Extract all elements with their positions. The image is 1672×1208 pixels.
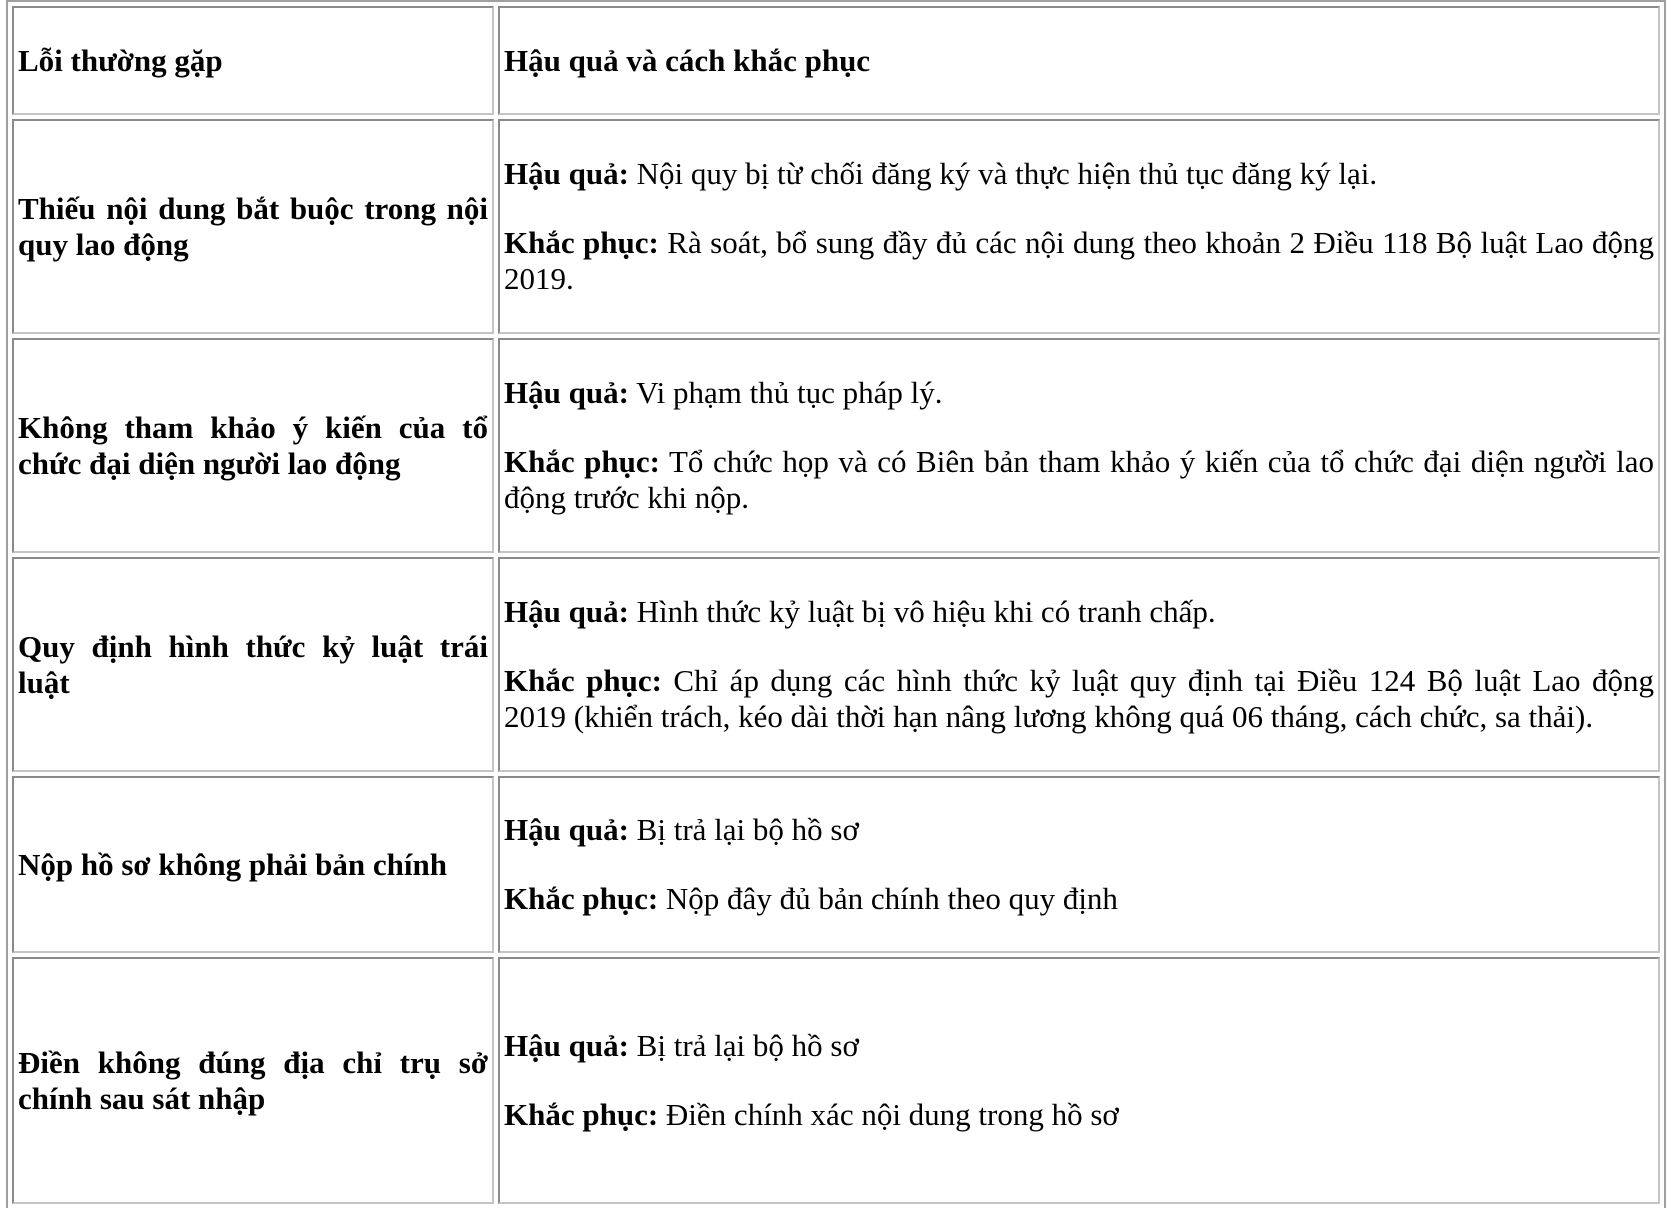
consequence-text: Nội quy bị từ chối đăng ký và thực hiện thủ tục đăng ký lại. (636, 156, 1378, 191)
table-row (12, 557, 1660, 772)
error-cell: Điền không đúng địa chỉ trụ sở chính sau sát nhập (12, 957, 494, 1204)
fix-text: Chỉ áp dụng các hình thức kỷ luật quy định tại Điều 124 Bộ luật Lao động 2019 (khiển trách, kéo dài thời hạn nâng lương không quá 06 tháng, cách chức, sa thải). (504, 663, 1655, 734)
error-cell: Không tham khảo ý kiến của tổ chức đại diện người lao động (12, 338, 494, 553)
fix-label: Khắc phục: (504, 663, 662, 698)
fix-text: Nộp đây đủ bản chính theo quy định (665, 881, 1118, 916)
fix-label: Khắc phục: (504, 225, 659, 260)
fix-paragraph (504, 444, 1654, 516)
fix-paragraph (504, 1097, 1654, 1133)
consequence-fix-cell (498, 338, 1660, 553)
header-consequences-fixes: Hậu quả và cách khắc phục (498, 6, 1660, 115)
consequence-label: Hậu quả: (504, 1028, 629, 1063)
error-cell: Nộp hồ sơ không phải bản chính (12, 776, 494, 953)
consequence-fix-cell (498, 776, 1660, 953)
consequence-label: Hậu quả: (504, 375, 629, 410)
table-row (12, 338, 1660, 553)
table-header-row (12, 6, 1660, 115)
header-errors: Lỗi thường gặp (12, 6, 494, 115)
fix-text: Tổ chức họp và có Biên bản tham khảo ý kiến của tổ chức đại diện người lao động trước khi nộp. (504, 444, 1654, 515)
fix-label: Khắc phục: (504, 444, 660, 479)
consequence-fix-cell (498, 557, 1660, 772)
consequence-text: Hình thức kỷ luật bị vô hiệu khi có tranh chấp. (636, 594, 1216, 629)
consequence-text: Bị trả lại bộ hồ sơ (636, 1028, 859, 1063)
consequence-paragraph (504, 594, 1654, 630)
consequence-fix-cell (498, 119, 1660, 334)
error-cell: Quy định hình thức kỷ luật trái luật (12, 557, 494, 772)
consequence-paragraph (504, 375, 1654, 411)
table-row (12, 776, 1660, 953)
consequence-label: Hậu quả: (504, 594, 629, 629)
table-row (12, 957, 1660, 1204)
consequence-text: Vi phạm thủ tục pháp lý. (636, 375, 943, 410)
fix-label: Khắc phục: (504, 881, 659, 916)
table-row (12, 119, 1660, 334)
fix-label: Khắc phục: (504, 1097, 659, 1132)
consequence-paragraph (504, 156, 1654, 192)
common-errors-table (6, 0, 1666, 1208)
fix-text: Rà soát, bổ sung đầy đủ các nội dung theo khoản 2 Điều 118 Bộ luật Lao động 2019. (504, 225, 1655, 296)
consequence-text: Bị trả lại bộ hồ sơ (636, 812, 859, 847)
fix-paragraph (504, 225, 1654, 297)
fix-paragraph (504, 663, 1654, 735)
consequence-paragraph (504, 1028, 1654, 1064)
consequence-paragraph (504, 812, 1654, 848)
consequence-label: Hậu quả: (504, 156, 629, 191)
error-cell: Thiếu nội dung bắt buộc trong nội quy lao động (12, 119, 494, 334)
fix-text: Điền chính xác nội dung trong hồ sơ (665, 1097, 1119, 1132)
consequence-fix-cell (498, 957, 1660, 1204)
fix-paragraph (504, 881, 1654, 917)
consequence-label: Hậu quả: (504, 812, 629, 847)
